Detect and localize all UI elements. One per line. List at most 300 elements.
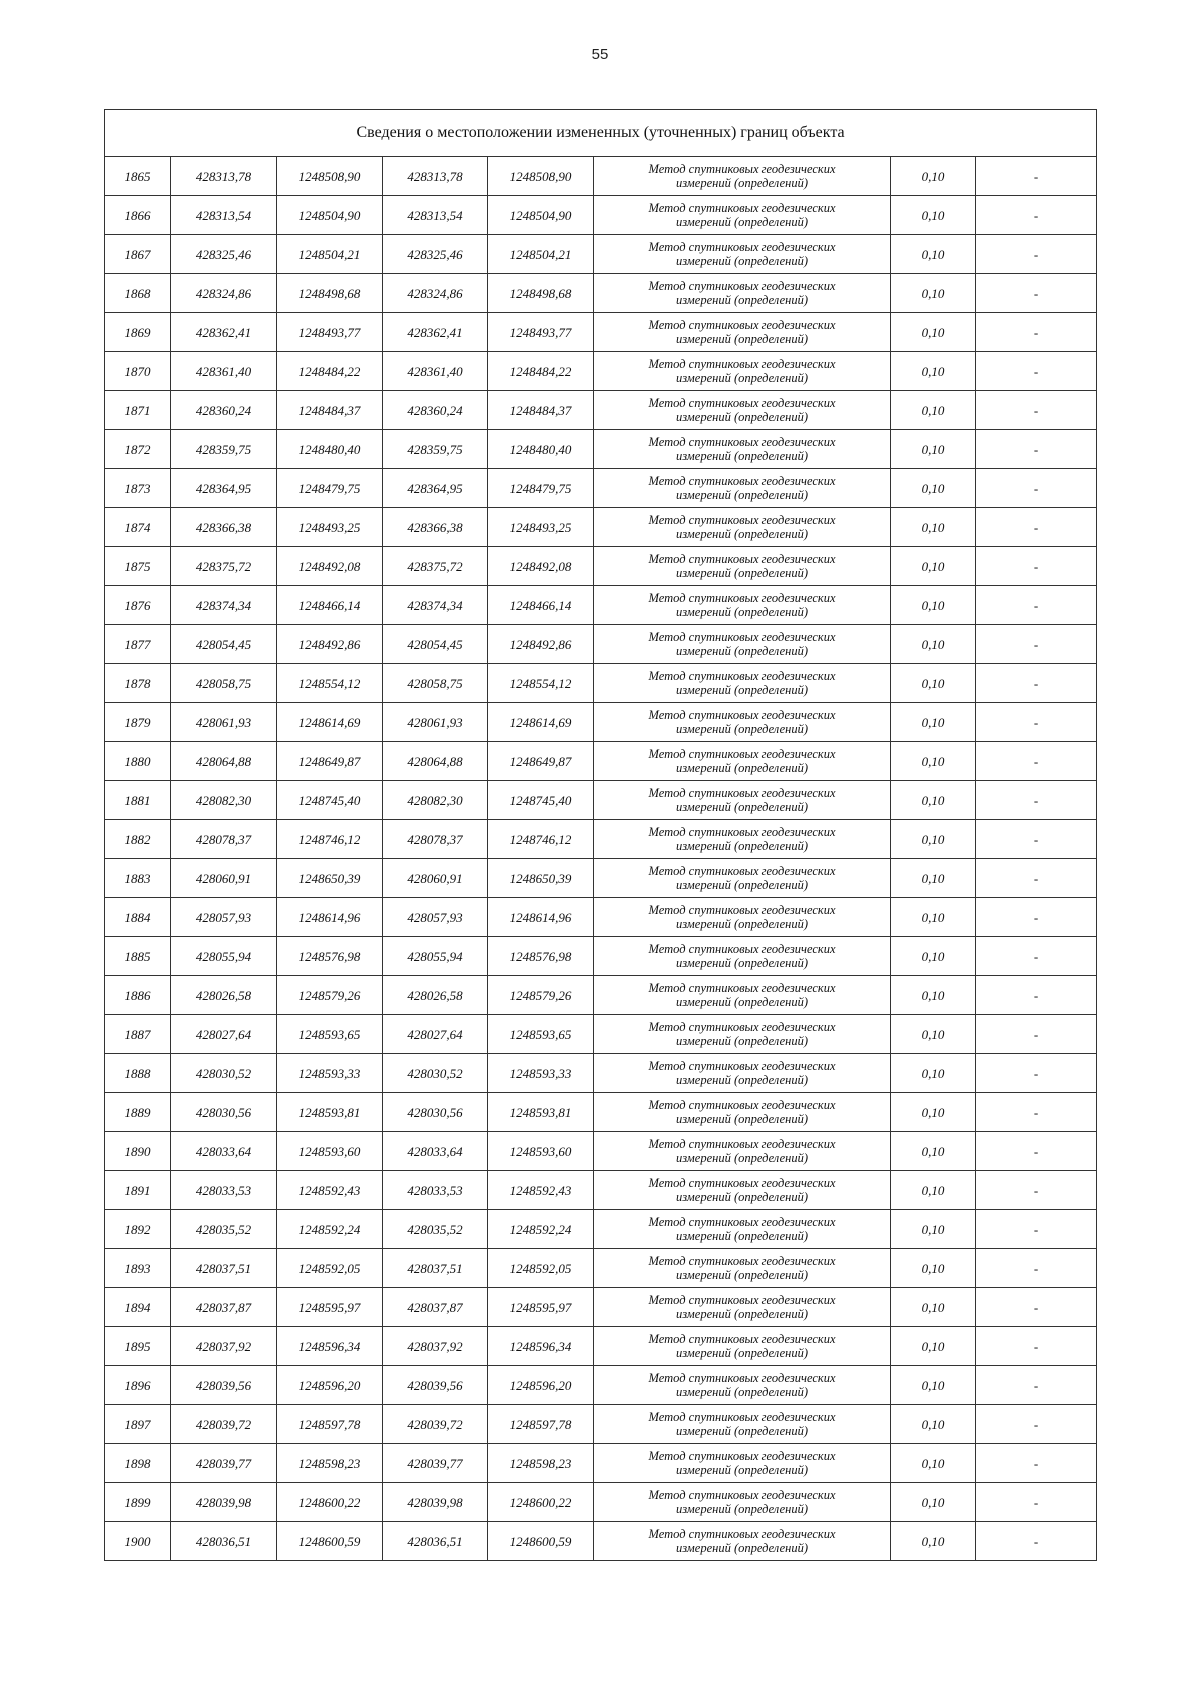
x-refined-cell: 428036,51 (383, 1522, 488, 1561)
method-line-2: измерений (определений) (675, 1385, 808, 1399)
method-line-1: Метод спутниковых геодезических (648, 552, 836, 566)
x-refined-cell: 428364,95 (383, 469, 488, 508)
precision-cell: 0,10 (891, 586, 976, 625)
method-cell (594, 313, 891, 352)
point-number-cell: 1892 (105, 1210, 171, 1249)
method-cell (594, 196, 891, 235)
point-number-cell: 1866 (105, 196, 171, 235)
x-existing-cell: 428033,64 (171, 1132, 277, 1171)
method-line-2: измерений (определений) (675, 956, 808, 970)
precision-cell: 0,10 (891, 1366, 976, 1405)
x-refined-cell: 428027,64 (383, 1015, 488, 1054)
y-existing-cell: 1248576,98 (277, 937, 383, 976)
method-line-1: Метод спутниковых геодезических (648, 1410, 836, 1424)
table-row (105, 1522, 1097, 1561)
page-number: 55 (591, 46, 609, 63)
y-existing-cell: 1248745,40 (277, 781, 383, 820)
method-line-1: Метод спутниковых геодезических (648, 747, 836, 761)
note-cell: - (976, 391, 1097, 430)
precision-cell: 0,10 (891, 157, 976, 196)
method-cell (594, 1093, 891, 1132)
precision-cell: 0,10 (891, 1249, 976, 1288)
note-cell: - (976, 352, 1097, 391)
y-refined-cell: 1248746,12 (488, 820, 594, 859)
method-cell (594, 664, 891, 703)
note-cell: - (976, 1522, 1097, 1561)
table-row (105, 664, 1097, 703)
y-existing-cell: 1248508,90 (277, 157, 383, 196)
x-refined-cell: 428030,56 (383, 1093, 488, 1132)
table-row (105, 898, 1097, 937)
precision-cell: 0,10 (891, 430, 976, 469)
method-cell (594, 352, 891, 391)
x-refined-cell: 428039,77 (383, 1444, 488, 1483)
y-refined-cell: 1248649,87 (488, 742, 594, 781)
x-refined-cell: 428361,40 (383, 352, 488, 391)
method-cell (594, 859, 891, 898)
x-refined-cell: 428037,51 (383, 1249, 488, 1288)
table-title: Сведения о местоположении измененных (уточненных) границ объекта (105, 110, 1097, 157)
method-line-1: Метод спутниковых геодезических (648, 201, 836, 215)
y-refined-cell: 1248579,26 (488, 976, 594, 1015)
note-cell: - (976, 1405, 1097, 1444)
y-existing-cell: 1248595,97 (277, 1288, 383, 1327)
y-refined-cell: 1248484,37 (488, 391, 594, 430)
y-refined-cell: 1248614,69 (488, 703, 594, 742)
method-cell (594, 157, 891, 196)
x-existing-cell: 428037,92 (171, 1327, 277, 1366)
method-line-2: измерений (определений) (675, 917, 808, 931)
method-line-2: измерений (определений) (675, 761, 808, 775)
x-existing-cell: 428325,46 (171, 235, 277, 274)
point-number-cell: 1893 (105, 1249, 171, 1288)
method-line-2: измерений (определений) (675, 449, 808, 463)
method-cell (594, 1405, 891, 1444)
y-refined-cell: 1248600,22 (488, 1483, 594, 1522)
x-refined-cell: 428039,72 (383, 1405, 488, 1444)
x-refined-cell: 428055,94 (383, 937, 488, 976)
y-existing-cell: 1248493,25 (277, 508, 383, 547)
x-refined-cell: 428375,72 (383, 547, 488, 586)
method-line-2: измерений (определений) (675, 1307, 808, 1321)
precision-cell: 0,10 (891, 469, 976, 508)
table-row (105, 352, 1097, 391)
point-number-cell: 1881 (105, 781, 171, 820)
method-line-2: измерений (определений) (675, 1151, 808, 1165)
method-line-1: Метод спутниковых геодезических (648, 279, 836, 293)
method-cell (594, 703, 891, 742)
y-refined-cell: 1248493,77 (488, 313, 594, 352)
y-refined-cell: 1248492,86 (488, 625, 594, 664)
precision-cell: 0,10 (891, 1288, 976, 1327)
precision-cell: 0,10 (891, 625, 976, 664)
table-row (105, 157, 1097, 196)
x-existing-cell: 428078,37 (171, 820, 277, 859)
x-existing-cell: 428060,91 (171, 859, 277, 898)
x-existing-cell: 428037,51 (171, 1249, 277, 1288)
method-line-2: измерений (определений) (675, 1190, 808, 1204)
note-cell: - (976, 664, 1097, 703)
precision-cell: 0,10 (891, 1444, 976, 1483)
y-refined-cell: 1248498,68 (488, 274, 594, 313)
note-cell: - (976, 859, 1097, 898)
y-refined-cell: 1248479,75 (488, 469, 594, 508)
table-row (105, 235, 1097, 274)
method-line-2: измерений (определений) (675, 1346, 808, 1360)
table-row (105, 820, 1097, 859)
method-cell (594, 547, 891, 586)
x-refined-cell: 428313,78 (383, 157, 488, 196)
method-line-2: измерений (определений) (675, 1424, 808, 1438)
method-line-1: Метод спутниковых геодезических (648, 1215, 836, 1229)
table-row (105, 1015, 1097, 1054)
precision-cell: 0,10 (891, 1522, 976, 1561)
x-refined-cell: 428035,52 (383, 1210, 488, 1249)
y-refined-cell: 1248504,90 (488, 196, 594, 235)
x-existing-cell: 428026,58 (171, 976, 277, 1015)
y-refined-cell: 1248595,97 (488, 1288, 594, 1327)
method-line-1: Метод спутниковых геодезических (648, 474, 836, 488)
note-cell: - (976, 1444, 1097, 1483)
y-refined-cell: 1248596,20 (488, 1366, 594, 1405)
method-line-1: Метод спутниковых геодезических (648, 1371, 836, 1385)
x-existing-cell: 428054,45 (171, 625, 277, 664)
table-row (105, 859, 1097, 898)
y-existing-cell: 1248593,33 (277, 1054, 383, 1093)
point-number-cell: 1872 (105, 430, 171, 469)
x-existing-cell: 428359,75 (171, 430, 277, 469)
precision-cell: 0,10 (891, 1210, 976, 1249)
method-line-2: измерений (определений) (675, 410, 808, 424)
method-cell (594, 898, 891, 937)
method-line-2: измерений (определений) (675, 527, 808, 541)
point-number-cell: 1886 (105, 976, 171, 1015)
method-cell (594, 508, 891, 547)
point-number-cell: 1894 (105, 1288, 171, 1327)
y-existing-cell: 1248504,90 (277, 196, 383, 235)
method-line-2: измерений (определений) (675, 254, 808, 268)
note-cell: - (976, 703, 1097, 742)
precision-cell: 0,10 (891, 664, 976, 703)
table-row (105, 313, 1097, 352)
note-cell: - (976, 1054, 1097, 1093)
table-row (105, 1249, 1097, 1288)
point-number-cell: 1870 (105, 352, 171, 391)
table-row (105, 196, 1097, 235)
method-cell (594, 820, 891, 859)
note-cell: - (976, 898, 1097, 937)
x-refined-cell: 428078,37 (383, 820, 488, 859)
precision-cell: 0,10 (891, 976, 976, 1015)
table-row (105, 1054, 1097, 1093)
y-refined-cell: 1248493,25 (488, 508, 594, 547)
point-number-cell: 1878 (105, 664, 171, 703)
method-line-2: измерений (определений) (675, 371, 808, 385)
point-number-cell: 1900 (105, 1522, 171, 1561)
y-existing-cell: 1248649,87 (277, 742, 383, 781)
method-line-2: измерений (определений) (675, 176, 808, 190)
x-existing-cell: 428039,56 (171, 1366, 277, 1405)
y-refined-cell: 1248593,65 (488, 1015, 594, 1054)
y-refined-cell: 1248596,34 (488, 1327, 594, 1366)
x-existing-cell: 428039,77 (171, 1444, 277, 1483)
method-cell (594, 1483, 891, 1522)
point-number-cell: 1899 (105, 1483, 171, 1522)
x-existing-cell: 428362,41 (171, 313, 277, 352)
note-cell: - (976, 586, 1097, 625)
point-number-cell: 1877 (105, 625, 171, 664)
method-line-1: Метод спутниковых геодезических (648, 669, 836, 683)
point-number-cell: 1895 (105, 1327, 171, 1366)
note-cell: - (976, 274, 1097, 313)
precision-cell: 0,10 (891, 235, 976, 274)
method-line-2: измерений (определений) (675, 800, 808, 814)
note-cell: - (976, 196, 1097, 235)
note-cell: - (976, 430, 1097, 469)
method-line-1: Метод спутниковых геодезических (648, 786, 836, 800)
x-existing-cell: 428061,93 (171, 703, 277, 742)
precision-cell: 0,10 (891, 1405, 976, 1444)
table-row (105, 1210, 1097, 1249)
table-row (105, 508, 1097, 547)
y-refined-cell: 1248593,81 (488, 1093, 594, 1132)
x-existing-cell: 428361,40 (171, 352, 277, 391)
y-refined-cell: 1248592,05 (488, 1249, 594, 1288)
precision-cell: 0,10 (891, 1015, 976, 1054)
method-line-1: Метод спутниковых геодезических (648, 1293, 836, 1307)
method-line-1: Метод спутниковых геодезических (648, 1527, 836, 1541)
y-existing-cell: 1248600,59 (277, 1522, 383, 1561)
table-title-row (105, 110, 1097, 157)
y-existing-cell: 1248579,26 (277, 976, 383, 1015)
point-number-cell: 1880 (105, 742, 171, 781)
method-line-1: Метод спутниковых геодезических (648, 591, 836, 605)
x-existing-cell: 428039,72 (171, 1405, 277, 1444)
method-line-2: измерений (определений) (675, 644, 808, 658)
x-existing-cell: 428039,98 (171, 1483, 277, 1522)
method-line-1: Метод спутниковых геодезических (648, 357, 836, 371)
method-line-1: Метод спутниковых геодезических (648, 825, 836, 839)
precision-cell: 0,10 (891, 352, 976, 391)
precision-cell: 0,10 (891, 1093, 976, 1132)
method-cell (594, 391, 891, 430)
y-existing-cell: 1248593,60 (277, 1132, 383, 1171)
precision-cell: 0,10 (891, 313, 976, 352)
y-existing-cell: 1248650,39 (277, 859, 383, 898)
note-cell: - (976, 547, 1097, 586)
method-line-2: измерений (определений) (675, 1229, 808, 1243)
x-existing-cell: 428313,54 (171, 196, 277, 235)
method-cell (594, 742, 891, 781)
point-number-cell: 1865 (105, 157, 171, 196)
table-row (105, 1132, 1097, 1171)
note-cell: - (976, 937, 1097, 976)
note-cell: - (976, 235, 1097, 274)
method-line-1: Метод спутниковых геодезических (648, 396, 836, 410)
method-line-2: измерений (определений) (675, 293, 808, 307)
note-cell: - (976, 157, 1097, 196)
table-row (105, 1171, 1097, 1210)
method-line-2: измерений (определений) (675, 878, 808, 892)
y-refined-cell: 1248576,98 (488, 937, 594, 976)
y-existing-cell: 1248593,65 (277, 1015, 383, 1054)
y-refined-cell: 1248554,12 (488, 664, 594, 703)
x-refined-cell: 428060,91 (383, 859, 488, 898)
method-line-1: Метод спутниковых геодезических (648, 864, 836, 878)
x-refined-cell: 428061,93 (383, 703, 488, 742)
table-row (105, 1327, 1097, 1366)
method-line-1: Метод спутниковых геодезических (648, 1059, 836, 1073)
method-cell (594, 235, 891, 274)
point-number-cell: 1879 (105, 703, 171, 742)
method-cell (594, 1249, 891, 1288)
x-refined-cell: 428360,24 (383, 391, 488, 430)
y-existing-cell: 1248614,69 (277, 703, 383, 742)
note-cell: - (976, 1171, 1097, 1210)
note-cell: - (976, 1249, 1097, 1288)
point-number-cell: 1869 (105, 313, 171, 352)
x-existing-cell: 428036,51 (171, 1522, 277, 1561)
point-number-cell: 1887 (105, 1015, 171, 1054)
x-refined-cell: 428362,41 (383, 313, 488, 352)
y-existing-cell: 1248600,22 (277, 1483, 383, 1522)
note-cell: - (976, 1093, 1097, 1132)
y-existing-cell: 1248592,43 (277, 1171, 383, 1210)
method-cell (594, 1210, 891, 1249)
method-cell (594, 781, 891, 820)
method-line-2: измерений (определений) (675, 1112, 808, 1126)
x-existing-cell: 428055,94 (171, 937, 277, 976)
method-line-2: измерений (определений) (675, 1502, 808, 1516)
note-cell: - (976, 469, 1097, 508)
y-refined-cell: 1248592,43 (488, 1171, 594, 1210)
y-refined-cell: 1248593,33 (488, 1054, 594, 1093)
method-line-1: Метод спутниковых геодезических (648, 435, 836, 449)
method-line-2: измерений (определений) (675, 605, 808, 619)
note-cell: - (976, 313, 1097, 352)
point-number-cell: 1890 (105, 1132, 171, 1171)
method-line-1: Метод спутниковых геодезических (648, 318, 836, 332)
precision-cell: 0,10 (891, 742, 976, 781)
y-existing-cell: 1248466,14 (277, 586, 383, 625)
y-existing-cell: 1248479,75 (277, 469, 383, 508)
method-line-2: измерений (определений) (675, 1541, 808, 1555)
precision-cell: 0,10 (891, 703, 976, 742)
y-refined-cell: 1248593,60 (488, 1132, 594, 1171)
x-refined-cell: 428058,75 (383, 664, 488, 703)
y-refined-cell: 1248597,78 (488, 1405, 594, 1444)
x-existing-cell: 428037,87 (171, 1288, 277, 1327)
precision-cell: 0,10 (891, 820, 976, 859)
method-line-2: измерений (определений) (675, 839, 808, 853)
method-cell (594, 430, 891, 469)
point-number-cell: 1868 (105, 274, 171, 313)
note-cell: - (976, 1483, 1097, 1522)
method-cell (594, 625, 891, 664)
table-row (105, 1093, 1097, 1132)
y-existing-cell: 1248493,77 (277, 313, 383, 352)
precision-cell: 0,10 (891, 391, 976, 430)
note-cell: - (976, 976, 1097, 1015)
boundary-coordinates-table (104, 109, 1097, 1561)
x-refined-cell: 428359,75 (383, 430, 488, 469)
method-cell (594, 976, 891, 1015)
note-cell: - (976, 781, 1097, 820)
y-existing-cell: 1248598,23 (277, 1444, 383, 1483)
precision-cell: 0,10 (891, 898, 976, 937)
precision-cell: 0,10 (891, 781, 976, 820)
x-refined-cell: 428039,98 (383, 1483, 488, 1522)
method-line-2: измерений (определений) (675, 488, 808, 502)
x-refined-cell: 428324,86 (383, 274, 488, 313)
y-refined-cell: 1248480,40 (488, 430, 594, 469)
table-row (105, 976, 1097, 1015)
precision-cell: 0,10 (891, 1327, 976, 1366)
y-refined-cell: 1248598,23 (488, 1444, 594, 1483)
method-line-1: Метод спутниковых геодезических (648, 1254, 836, 1268)
point-number-cell: 1883 (105, 859, 171, 898)
y-refined-cell: 1248508,90 (488, 157, 594, 196)
note-cell: - (976, 1366, 1097, 1405)
note-cell: - (976, 1327, 1097, 1366)
x-existing-cell: 428064,88 (171, 742, 277, 781)
method-line-2: измерений (определений) (675, 332, 808, 346)
note-cell: - (976, 1132, 1097, 1171)
method-line-2: измерений (определений) (675, 566, 808, 580)
precision-cell: 0,10 (891, 859, 976, 898)
method-cell (594, 1288, 891, 1327)
x-existing-cell: 428027,64 (171, 1015, 277, 1054)
method-line-1: Метод спутниковых геодезических (648, 240, 836, 254)
x-refined-cell: 428026,58 (383, 976, 488, 1015)
point-number-cell: 1876 (105, 586, 171, 625)
table-row (105, 1366, 1097, 1405)
method-cell (594, 1015, 891, 1054)
method-cell (594, 1522, 891, 1561)
x-refined-cell: 428033,64 (383, 1132, 488, 1171)
method-line-1: Метод спутниковых геодезических (648, 1449, 836, 1463)
x-refined-cell: 428313,54 (383, 196, 488, 235)
method-cell (594, 274, 891, 313)
x-refined-cell: 428037,87 (383, 1288, 488, 1327)
y-refined-cell: 1248745,40 (488, 781, 594, 820)
x-existing-cell: 428366,38 (171, 508, 277, 547)
precision-cell: 0,10 (891, 547, 976, 586)
x-refined-cell: 428033,53 (383, 1171, 488, 1210)
x-existing-cell: 428360,24 (171, 391, 277, 430)
x-refined-cell: 428366,38 (383, 508, 488, 547)
method-cell (594, 1054, 891, 1093)
y-existing-cell: 1248592,24 (277, 1210, 383, 1249)
precision-cell: 0,10 (891, 1132, 976, 1171)
point-number-cell: 1891 (105, 1171, 171, 1210)
y-refined-cell: 1248492,08 (488, 547, 594, 586)
table-row (105, 742, 1097, 781)
point-number-cell: 1874 (105, 508, 171, 547)
x-refined-cell: 428325,46 (383, 235, 488, 274)
table-row (105, 1483, 1097, 1522)
y-existing-cell: 1248596,34 (277, 1327, 383, 1366)
note-cell: - (976, 1210, 1097, 1249)
x-existing-cell: 428375,72 (171, 547, 277, 586)
point-number-cell: 1867 (105, 235, 171, 274)
point-number-cell: 1897 (105, 1405, 171, 1444)
note-cell: - (976, 742, 1097, 781)
point-number-cell: 1884 (105, 898, 171, 937)
y-existing-cell: 1248597,78 (277, 1405, 383, 1444)
y-refined-cell: 1248650,39 (488, 859, 594, 898)
table-body (105, 157, 1097, 1561)
